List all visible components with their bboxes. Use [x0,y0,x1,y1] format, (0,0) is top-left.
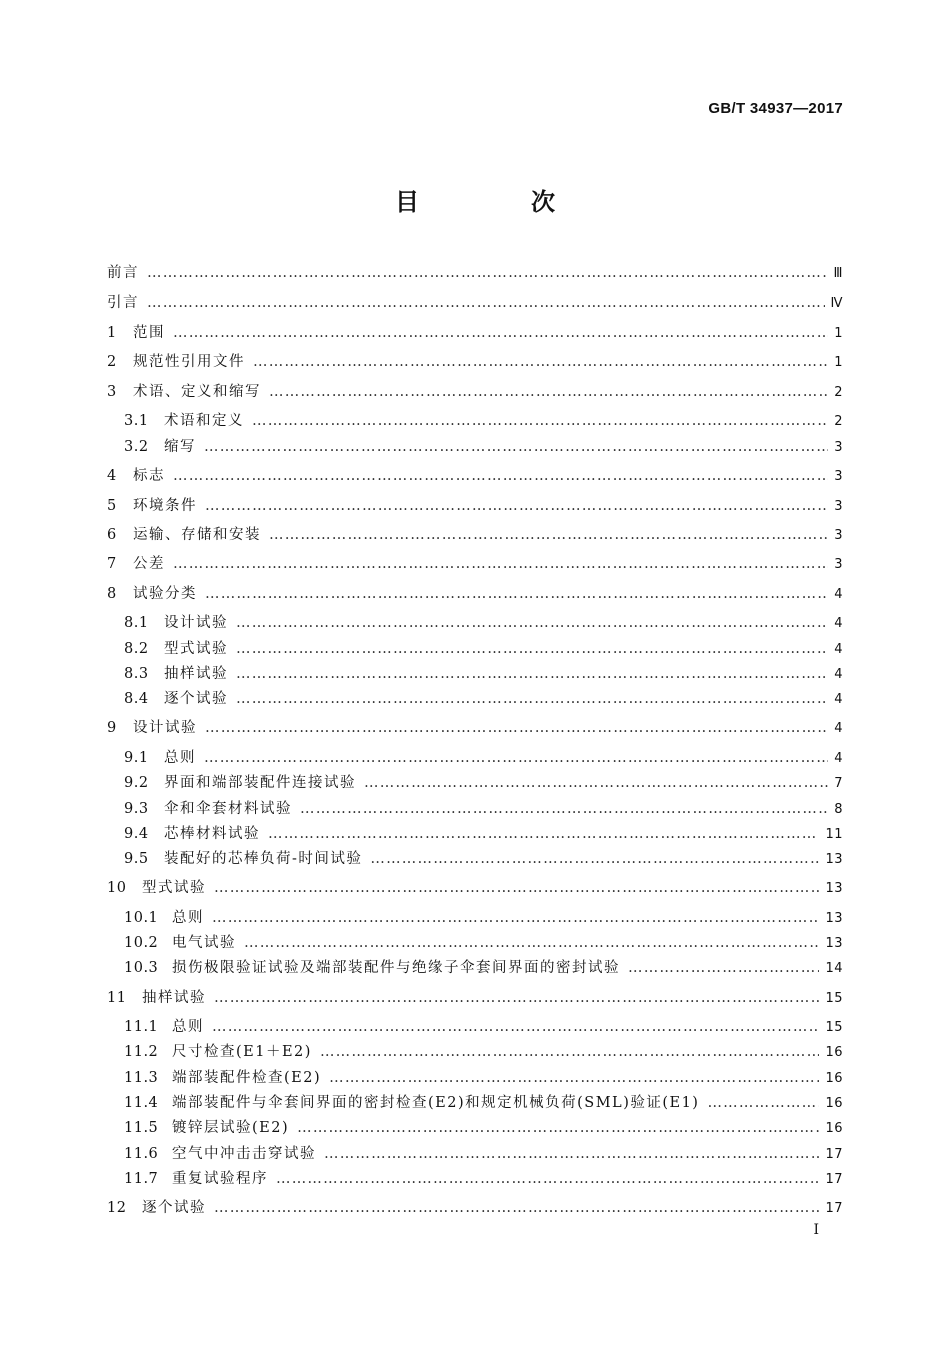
toc-entry-title: 运输、存储和安装 [133,527,261,543]
toc-entry-page: 17 [825,1147,843,1162]
toc-entry[interactable] [124,1066,843,1088]
toc-entry-page: 2 [834,414,843,429]
toc-leader-dots [205,720,828,736]
toc-entry-page: 16 [825,1121,843,1136]
toc-entry-title: 端部装配件与伞套间界面的密封检查(E2)和规定机械负荷(SML)验证(E1) [172,1095,700,1111]
toc-entry-page: 15 [825,991,843,1006]
toc-entry[interactable] [124,956,843,978]
toc-entry-title: 电气试验 [172,935,236,951]
toc-entry[interactable] [107,552,843,574]
toc-leader-dots [212,910,819,926]
toc-entry-title: 损伤极限验证试验及端部装配件与绝缘子伞套间界面的密封试验 [172,960,620,976]
toc-entry-page: 17 [825,1172,843,1187]
toc-entry[interactable] [107,464,843,486]
toc-entry-title: 抽样试验 [142,990,206,1006]
toc-entry-number: 11.3 [124,1070,159,1086]
toc-entry-number: 9.4 [124,826,149,842]
toc-leader-dots [329,1070,819,1086]
toc-entry-page: 4 [834,616,843,631]
toc-entry-number: 9.1 [124,750,149,766]
toc-leader-dots [205,586,828,602]
toc-entry-title: 公差 [133,556,165,572]
toc-entry[interactable] [124,771,843,793]
toc-entry-title: 空气中冲击击穿试验 [172,1146,316,1162]
toc-leader-dots [324,1146,819,1162]
toc-entry-page: 1 [834,326,843,341]
toc-entry[interactable] [107,261,843,283]
toc-entry-title: 芯棒材料试验 [164,826,260,842]
standard-code: GB/T 34937—2017 [708,100,843,117]
toc-entry-number: 11.7 [124,1171,159,1187]
toc-entry[interactable] [107,321,843,343]
toc-leader-dots [628,960,819,976]
toc-entry-page: 7 [834,776,843,791]
toc-entry[interactable] [107,380,843,402]
toc-entry-title: 术语和定义 [164,413,244,429]
toc-entry[interactable] [107,1196,843,1218]
toc-entry[interactable] [124,1015,843,1037]
toc-leader-dots [252,413,828,429]
toc-entry-title: 总则 [172,910,204,926]
toc-leader-dots [236,641,828,657]
toc-leader-dots [204,750,828,766]
toc-entry-title: 总则 [164,750,196,766]
toc-entry[interactable] [124,746,843,768]
toc-entry-title: 缩写 [164,439,196,455]
toc-entry-title: 型式试验 [164,641,228,657]
toc-leader-dots [364,775,828,791]
toc-entry-number: 3.2 [124,439,149,455]
toc-entry[interactable] [107,350,843,372]
toc-entry[interactable] [107,523,843,545]
toc-leader-dots [236,691,828,707]
toc-entry-title: 逐个试验 [164,691,228,707]
toc-entry-page: 8 [834,802,843,817]
toc-leader-dots [204,439,828,455]
toc-entry-number: 8.4 [124,691,149,707]
toc-entry-title: 引言 [107,295,139,311]
toc-entry-number: 8.2 [124,641,149,657]
toc-entry-number: 9 [107,720,117,736]
toc-entry-page: 4 [834,667,843,682]
toc-entry-page: 16 [825,1071,843,1086]
toc-entry-number: 11 [107,990,127,1006]
toc-entry-title: 装配好的芯棒负荷-时间试验 [164,851,363,867]
toc-entry-page: 1 [834,355,843,370]
toc-entry[interactable] [124,1167,843,1189]
toc-entry-number: 3 [107,384,117,400]
toc-entry-page: 17 [825,1201,843,1216]
toc-entry[interactable] [124,1040,843,1062]
toc-entry-number: 12 [107,1200,127,1216]
toc-entry[interactable] [124,435,843,457]
toc-entry-page: 13 [825,852,843,867]
toc-entry[interactable] [124,797,843,819]
toc-entry-number: 3.1 [124,413,149,429]
page-number: Ⅰ [813,1222,819,1238]
toc-entry-number: 6 [107,527,117,543]
toc-entry-title: 重复试验程序 [172,1171,268,1187]
toc-entry-title: 试验分类 [133,586,197,602]
toc-entry-page: 4 [834,751,843,766]
toc-entry-page: 3 [834,440,843,455]
toc-entry[interactable] [124,1091,843,1113]
toc-entry-page: 3 [834,469,843,484]
toc-leader-dots [244,935,819,951]
toc-entry-number: 8.3 [124,666,149,682]
toc-entry-title: 设计试验 [133,720,197,736]
toc-entry-page: 3 [834,499,843,514]
toc-entry-page: 16 [825,1096,843,1111]
toc-entry[interactable] [107,494,843,516]
toc-entry-title: 抽样试验 [164,666,228,682]
toc-leader-dots [320,1044,820,1060]
toc-entry[interactable] [124,637,843,659]
toc-leader-dots [276,1171,819,1187]
toc-leader-dots [300,801,828,817]
toc-entry-title: 尺寸检查(E1＋E2) [172,1044,312,1060]
toc-entry-page: 11 [825,827,843,842]
toc-entry-number: 1 [107,325,117,341]
toc-leader-dots [214,880,819,896]
toc-entry-number: 11.1 [124,1019,159,1035]
toc-leader-dots [173,325,828,341]
toc-entry-title: 端部装配件检查(E2) [172,1070,322,1086]
toc-entry-number: 11.2 [124,1044,159,1060]
toc-leader-dots [173,468,828,484]
toc-entry-number: 5 [107,498,117,514]
toc-leader-dots [214,990,819,1006]
toc-leader-dots [214,1200,819,1216]
toc-entry[interactable] [124,906,843,928]
toc-entry-title: 镀锌层试验(E2) [172,1120,290,1136]
toc-entry[interactable] [107,291,843,313]
toc-entry-number: 9.3 [124,801,149,817]
toc-entry-number: 10.1 [124,910,159,926]
toc-entry-number: 11.5 [124,1120,159,1136]
toc-entry-number: 10.2 [124,935,159,951]
toc-entry-title: 界面和端部装配件连接试验 [164,775,356,791]
toc-entry-number: 2 [107,354,117,370]
toc-entry[interactable] [124,822,843,844]
toc-entry-number: 9.2 [124,775,149,791]
toc-leader-dots [205,498,828,514]
toc-leader-dots [253,354,828,370]
toc-entry-number: 10.3 [124,960,159,976]
toc-leader-dots [173,556,828,572]
toc-entry-number: 11.6 [124,1146,159,1162]
toc-entry[interactable] [124,611,843,633]
toc-leader-dots [297,1120,819,1136]
toc-entry-page: 13 [825,911,843,926]
toc-title: 目 次 [395,187,599,216]
toc-entry-page: 4 [834,587,843,602]
toc-leader-dots [147,295,825,311]
toc-entry[interactable] [124,1142,843,1164]
toc-entry[interactable] [124,847,843,869]
toc-leader-dots [236,666,828,682]
toc-entry-number: 10 [107,880,127,896]
toc-entry-page: 16 [825,1045,843,1060]
toc-entry-page: 13 [825,936,843,951]
toc-entry-title: 范围 [133,325,165,341]
toc-leader-dots [370,851,819,867]
toc-entry-page: Ⅳ [830,296,843,311]
toc-entry[interactable] [124,1116,843,1138]
toc-entry-title: 环境条件 [133,498,197,514]
toc-entry-title: 前言 [107,265,139,281]
toc-leader-dots [707,1095,819,1111]
toc-entry-number: 9.5 [124,851,149,867]
toc-entry-title: 伞和伞套材料试验 [164,801,292,817]
toc-leader-dots [236,615,828,631]
toc-entry-title: 逐个试验 [142,1200,206,1216]
toc-entry-number: 4 [107,468,117,484]
toc-entry-number: 8 [107,586,117,602]
toc-entry-page: Ⅲ [833,266,843,281]
toc-entry-page: 2 [834,385,843,400]
toc-entry[interactable] [107,876,843,898]
toc-entry-page: 14 [825,961,843,976]
toc-entry-page: 13 [825,881,843,896]
toc-entry-title: 规范性引用文件 [133,354,245,370]
toc-entry-title: 标志 [133,468,165,484]
toc-entry-title: 术语、定义和缩写 [133,384,261,400]
toc-leader-dots [212,1019,819,1035]
toc-entry-page: 4 [834,721,843,736]
toc-entry-number: 8.1 [124,615,149,631]
toc-entry[interactable] [107,582,843,604]
toc-entry-number: 7 [107,556,117,572]
toc-entry[interactable] [107,716,843,738]
toc-leader-dots [269,527,828,543]
toc-entry-page: 4 [834,692,843,707]
toc-entry-number: 11.4 [124,1095,159,1111]
toc-leader-dots [147,265,828,281]
toc-entry-page: 15 [825,1020,843,1035]
toc-entry[interactable] [124,687,843,709]
toc-leader-dots [269,384,828,400]
toc-leader-dots [268,826,819,842]
toc-entry-page: 3 [834,557,843,572]
toc-entry[interactable] [124,662,843,684]
toc-entry[interactable] [107,986,843,1008]
toc-entry[interactable] [124,409,843,431]
toc-entry-title: 型式试验 [142,880,206,896]
toc-entry-page: 3 [834,528,843,543]
toc-entry-title: 总则 [172,1019,204,1035]
toc-entry-page: 4 [834,642,843,657]
toc-entry[interactable] [124,931,843,953]
toc-entry-title: 设计试验 [164,615,228,631]
